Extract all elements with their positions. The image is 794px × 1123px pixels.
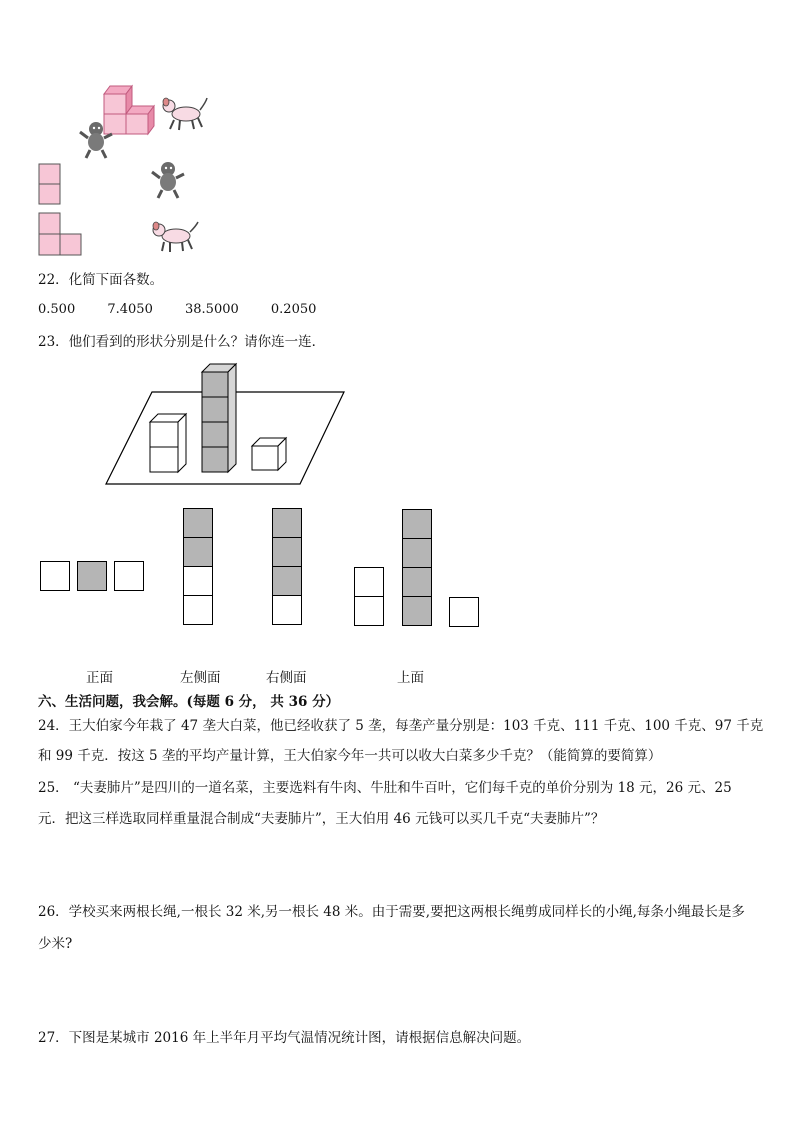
tall-stack	[202, 364, 236, 472]
q22-title: 22．化简下面各数。	[38, 272, 164, 288]
monkey-icon	[78, 120, 114, 160]
view-top-option-b	[402, 509, 433, 627]
label-left: 左侧面	[180, 670, 221, 686]
q24-line2: 和 99 千克．按这 5 垄的平均产量计算，王大伯家今年一共可以收大白菜多少千克？（能简算的要简算）	[38, 748, 662, 764]
q26-line1: 26．学校买来两根长绳,一根长 32 米,另一根长 48 米。由于需要,要把这两根长绳剪成同样长的小绳,每条小绳最长是多	[38, 904, 745, 920]
q22-number: 0.500	[38, 302, 76, 317]
label-top: 上面	[397, 670, 424, 686]
dog-icon	[160, 96, 208, 132]
view-left-option	[183, 508, 214, 626]
q22-number: 38.5000	[185, 302, 239, 317]
q23-title: 23．他们看到的形状分别是什么？请你连一连．	[38, 334, 326, 350]
label-right: 右侧面	[266, 670, 307, 686]
view-top-option-a	[354, 567, 385, 627]
section-heading: 六、生活问题，我会解。(每题 6 分， 共 36 分）	[38, 694, 340, 710]
q27-title: 27．下图是某城市 2016 年上半年月平均气温情况统计图，请根据信息解决问题。	[38, 1030, 531, 1046]
dog-icon-2	[150, 218, 200, 254]
q22-numbers	[38, 300, 344, 320]
view-front-option	[40, 561, 145, 592]
q25-line1: 25． “夫妻肺片”是四川的一道名菜，主要选料有牛肉、牛肚和牛百叶，它们每千克的单价分别为 18 元，26 元、25	[38, 780, 732, 796]
q22-number: 0.2050	[270, 302, 317, 317]
pink-view-two-stack	[38, 163, 62, 205]
q25-line2: 元．把这三样选取同样重量混合制成“夫妻肺片”，王大伯用 46 元钱可以买几千克“夫妻肺片”？	[38, 811, 605, 827]
q22-number: 7.4050	[107, 302, 153, 317]
view-right-option	[272, 508, 303, 626]
cube-arrangement-figure	[104, 364, 346, 488]
label-front: 正面	[86, 670, 113, 686]
pink-view-l-shape	[38, 212, 84, 256]
q24-line1: 24．王大伯家今年栽了 47 垄大白菜，他已经收获了 5 垄，每垄产量分别是：103 千克、111 千克、100 千克、97 千克	[38, 718, 764, 734]
left-stack	[150, 414, 186, 472]
view-top-option-c	[449, 597, 480, 628]
monkey-icon-2	[150, 160, 186, 200]
single-cube	[252, 438, 286, 470]
q26-line2: 少米?	[38, 936, 73, 952]
